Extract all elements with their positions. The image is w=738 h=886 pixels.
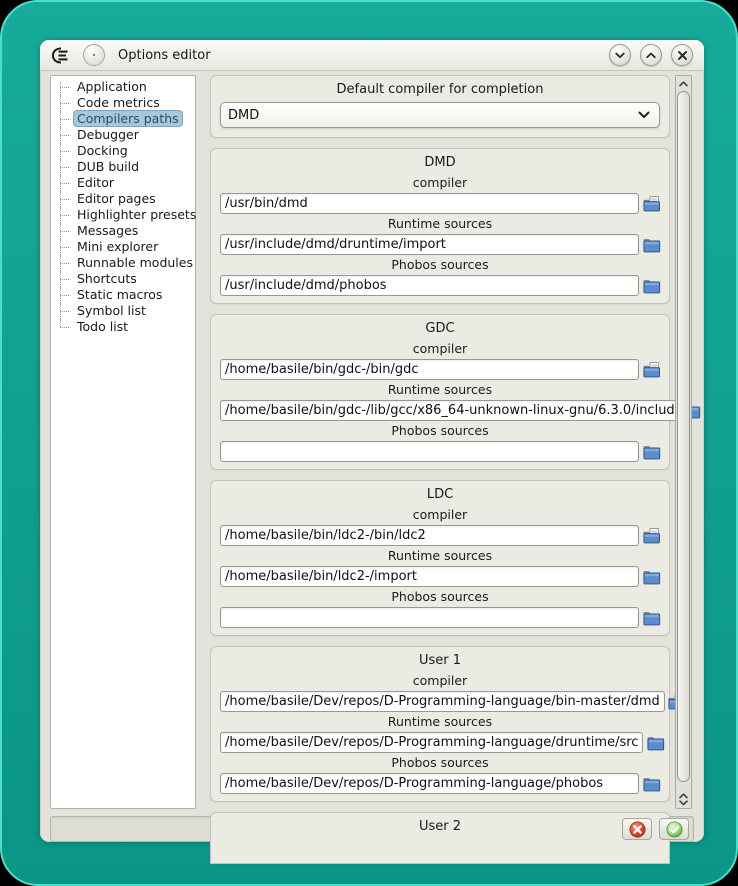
browse-file-button[interactable] — [639, 526, 660, 545]
path-input[interactable]: /usr/include/dmd/phobos — [220, 275, 639, 296]
app-logo-icon — [51, 47, 70, 64]
field-label: compiler — [412, 673, 468, 688]
sidebar-item-editor-pages[interactable] — [53, 191, 193, 207]
sidebar-list — [50, 75, 196, 809]
sidebar-item-docking[interactable] — [53, 143, 193, 159]
groups-container — [210, 148, 675, 864]
path-input[interactable]: /home/basile/bin/gdc-/lib/gcc/x86_64-unknown-linux-gnu/6.3.0/includ — [220, 400, 680, 421]
sidebar-item-label: Docking — [77, 143, 128, 158]
browse-folder-button[interactable] — [639, 235, 660, 254]
accept-button[interactable] — [659, 818, 689, 840]
scrollbar[interactable] — [675, 75, 692, 809]
window-title: Options editor — [118, 47, 211, 63]
chevron-up-icon — [646, 52, 656, 59]
field-label: Phobos sources — [391, 257, 489, 272]
window-controls — [609, 44, 693, 66]
scroll-down-button[interactable] — [679, 800, 688, 806]
browse-folder-button[interactable] — [643, 733, 664, 752]
path-input[interactable] — [220, 607, 639, 628]
scrollbar-thumb[interactable] — [677, 91, 690, 782]
chevron-down-icon — [638, 111, 659, 119]
browse-file-button[interactable] — [639, 194, 660, 213]
close-button[interactable] — [671, 44, 693, 66]
folder-icon — [643, 610, 661, 626]
path-input[interactable]: /home/basile/Dev/repos/D-Programming-language/bin-master/dmd — [220, 691, 665, 712]
path-field-row — [220, 441, 660, 462]
sidebar-item-static-macros[interactable] — [53, 287, 193, 303]
folder-icon — [647, 735, 665, 751]
browse-folder-button[interactable] — [639, 774, 660, 793]
check-icon — [666, 821, 683, 838]
open-file-icon — [643, 196, 661, 212]
chevron-down-icon — [679, 800, 688, 806]
cancel-icon — [629, 821, 646, 838]
field-label: compiler — [412, 341, 468, 356]
field-label: Phobos sources — [391, 589, 489, 604]
path-field-row — [220, 773, 660, 794]
folder-icon — [643, 237, 661, 253]
sidebar-item-compilers-paths[interactable] — [53, 111, 193, 127]
path-input[interactable]: /usr/include/dmd/druntime/import — [220, 234, 639, 255]
sidebar-item-dub-build[interactable] — [53, 159, 193, 175]
folder-icon — [643, 444, 661, 460]
folder-icon — [643, 776, 661, 792]
roll-down-button[interactable] — [609, 44, 631, 66]
scroll-up-button[interactable] — [676, 77, 691, 90]
browse-folder-button[interactable] — [639, 567, 660, 586]
default-compiler-select[interactable] — [220, 102, 660, 128]
path-field-row — [220, 234, 660, 255]
field-label: Runtime sources — [387, 714, 493, 729]
field-label: compiler — [412, 507, 468, 522]
sidebar-item-mini-explorer[interactable] — [53, 239, 193, 255]
group-title: User 2 — [418, 819, 462, 834]
dock-float-button[interactable] — [83, 44, 105, 66]
sidebar-item-todo-list[interactable] — [53, 319, 193, 335]
group-title: LDC — [426, 487, 454, 502]
panel-splitter[interactable] — [196, 75, 210, 811]
sidebar-item-label: Editor pages — [77, 191, 156, 206]
open-file-icon — [643, 362, 661, 378]
options-scroll-area — [210, 75, 675, 834]
browse-folder-button[interactable] — [639, 608, 660, 627]
sidebar-item-label: Debugger — [77, 127, 139, 142]
sidebar-item-label: Compilers paths — [73, 110, 183, 127]
browse-file-button[interactable] — [639, 360, 660, 379]
main-area — [40, 71, 704, 834]
sidebar-item-messages[interactable] — [53, 223, 193, 239]
group-title: DMD — [424, 155, 456, 170]
sidebar-item-label: Highlighter presets — [77, 207, 197, 222]
sidebar-item-symbol-list[interactable] — [53, 303, 193, 319]
field-label: Phobos sources — [391, 755, 489, 770]
sidebar-item-label: Shortcuts — [77, 271, 137, 286]
cancel-button[interactable] — [622, 818, 652, 840]
folder-icon — [643, 278, 661, 294]
sidebar-item-label: Application — [77, 79, 147, 94]
path-field-row — [220, 732, 660, 753]
sidebar-item-editor[interactable] — [53, 175, 193, 191]
sidebar-item-runnable-modules[interactable] — [53, 255, 193, 271]
field-label: Runtime sources — [387, 216, 493, 231]
path-field-row — [220, 566, 660, 587]
compiler-group — [210, 148, 670, 304]
sidebar-item-label: Editor — [77, 175, 114, 190]
scroll-up-button-bottom[interactable] — [679, 793, 688, 799]
compiler-group — [210, 480, 670, 636]
open-file-icon — [643, 528, 661, 544]
folder-icon — [643, 569, 661, 585]
path-field-row — [220, 400, 675, 421]
browse-folder-button[interactable] — [639, 276, 660, 295]
compiler-group — [210, 646, 670, 802]
sidebar-item-code-metrics[interactable] — [53, 95, 193, 111]
compiler-group — [210, 812, 670, 864]
group-title: GDC — [425, 321, 455, 336]
path-input[interactable]: /home/basile/bin/ldc2-/import — [220, 566, 639, 587]
field-label: compiler — [412, 175, 468, 190]
path-input[interactable]: /home/basile/bin/ldc2-/bin/ldc2 — [220, 525, 639, 546]
close-icon — [678, 51, 687, 60]
sidebar-item-highlighter-presets[interactable] — [53, 207, 197, 223]
chevron-down-icon — [615, 52, 625, 59]
roll-up-button[interactable] — [640, 44, 662, 66]
field-label: Phobos sources — [391, 423, 489, 438]
sidebar-item-debugger[interactable] — [53, 127, 193, 143]
chevron-up-icon — [679, 81, 688, 87]
sidebar-item-shortcuts[interactable] — [53, 271, 193, 287]
browse-folder-button[interactable] — [639, 442, 660, 461]
path-input[interactable]: /usr/bin/dmd — [220, 193, 639, 214]
path-field-row — [220, 691, 660, 712]
titlebar[interactable] — [40, 40, 704, 71]
sidebar-item-application[interactable] — [53, 79, 193, 95]
field-label: Runtime sources — [387, 382, 493, 397]
sidebar-item-label: Todo list — [77, 319, 129, 334]
path-field-row — [220, 275, 660, 296]
path-input[interactable]: /home/basile/Dev/repos/D-Programming-language/phobos — [220, 773, 639, 794]
chevron-up-icon — [679, 793, 688, 799]
sidebar-item-label: Symbol list — [77, 303, 146, 318]
path-input[interactable]: /home/basile/bin/gdc-/bin/gdc — [220, 359, 639, 380]
sidebar-item-label: Static macros — [77, 287, 163, 302]
path-field-row — [220, 607, 660, 628]
field-label: Runtime sources — [387, 548, 493, 563]
sidebar-item-label: Messages — [77, 223, 139, 238]
sidebar-item-label: Code metrics — [77, 95, 160, 110]
options-editor-window — [40, 40, 704, 842]
sidebar-item-label: Mini explorer — [77, 239, 159, 254]
path-field-row — [220, 193, 660, 214]
sidebar-item-label: Runnable modules — [77, 255, 193, 270]
path-field-row — [220, 359, 660, 380]
path-field-row — [220, 525, 660, 546]
default-compiler-group — [210, 75, 670, 138]
compiler-group — [210, 314, 675, 470]
group-title: User 1 — [418, 653, 462, 668]
sidebar-item-label: DUB build — [77, 159, 140, 174]
path-input[interactable] — [220, 441, 639, 462]
group-title: Default compiler for completion — [336, 82, 544, 97]
path-input[interactable]: /home/basile/Dev/repos/D-Programming-language/druntime/src — [220, 732, 643, 753]
combo-selected-value: DMD — [228, 107, 260, 123]
